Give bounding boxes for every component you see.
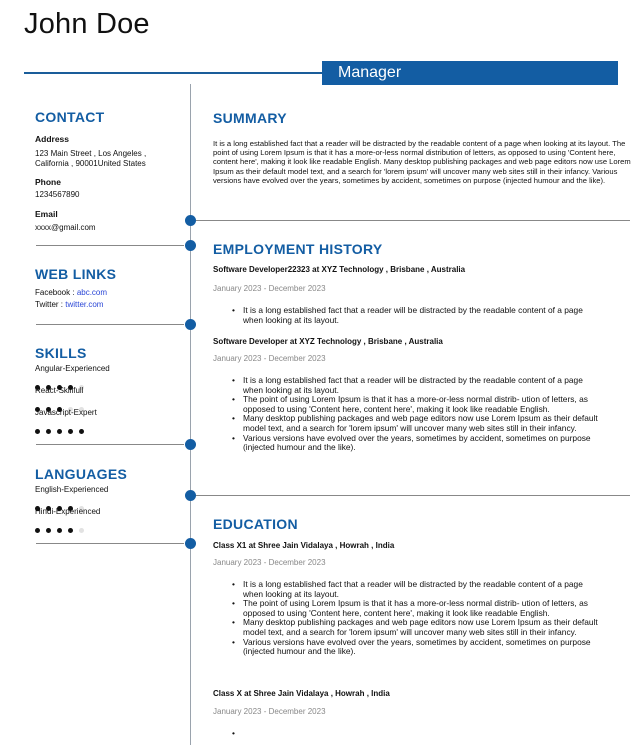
education-heading: EDUCATION — [213, 516, 298, 532]
job-bullets — [232, 306, 598, 325]
rating-dot — [46, 429, 51, 434]
rating-dot — [79, 429, 84, 434]
rating-dot — [57, 528, 62, 533]
education-title: Class X1 at Shree Jain Vidalaya , Howrah , India — [213, 541, 395, 550]
skill-rating — [35, 399, 90, 407]
address-line-1: 123 Main Street , Los Angeles , — [35, 149, 147, 158]
rating-dot — [46, 528, 51, 533]
skill-label: React-Skillfull — [35, 386, 84, 395]
summary-text: It is a long established fact that a reader will be distracted by the readable content of a page when looking at its layout. The point of using Lorem Ipsum is that it has a more-or-less normal distribution of letters, as opposed to using 'Content here, content here', making it look like readable English. Many desktop publishing packages and web page editors now use Lorem Ipsum as their default model text, and a search for 'lorem ipsum' will uncover many web sites still in their infancy. Various versions have evolved over the years, sometimes by accident, sometimes on purpose (injected humour and the like). — [213, 139, 631, 185]
job-title: Software Developer22323 at XYZ Technology , Brisbane , Australia — [213, 265, 466, 274]
employment-heading: EMPLOYMENT HISTORY — [213, 241, 383, 257]
bullet-item: • Many desktop publishing packages and web page editors now use Lorem Ipsum as their default model text, and a search for 'lorem ipsum' will uncover many web sites still in their infancy. — [232, 618, 598, 637]
divider — [196, 495, 630, 496]
email-value: xxxx@gmail.com — [35, 223, 96, 232]
web-link-url[interactable]: abc.com — [76, 288, 108, 297]
language-label: Hindi-Experienced — [35, 507, 101, 516]
skill-rating — [35, 377, 90, 385]
divider — [36, 444, 184, 445]
job-date: January 2023 - December 2023 — [213, 284, 326, 293]
divider — [196, 220, 630, 221]
web-links-heading: WEB LINKS — [35, 266, 117, 282]
skill-label: Angular-Experienced — [35, 364, 110, 373]
job-title: Software Developer at XYZ Technology , Brisbane , Australia — [213, 337, 443, 346]
web-link-separator: : — [70, 288, 77, 297]
timeline-dot — [185, 439, 196, 450]
timeline-dot — [185, 319, 196, 330]
rating-dot — [79, 528, 84, 533]
address-label: Address — [35, 134, 70, 144]
web-link-label: Twitter — [35, 300, 59, 309]
summary-heading: SUMMARY — [213, 110, 287, 126]
language-rating — [35, 520, 90, 528]
rating-dot — [68, 429, 73, 434]
contact-heading: CONTACT — [35, 109, 105, 125]
role-title: Manager — [338, 64, 402, 81]
bullet-item: • Various versions have evolved over the years, sometimes by accident, sometimes on purpose (injected humour and the like). — [232, 434, 598, 453]
timeline-dot — [185, 538, 196, 549]
web-link-twitter — [35, 299, 185, 310]
bullet-item: • The point of using Lorem Ipsum is that it has a more-or-less normal distrib- ution of letters, as opposed to using 'Content here, content here', making it look like readable English. — [232, 395, 598, 414]
phone-value: 1234567890 — [35, 190, 80, 199]
education-date: January 2023 - December 2023 — [213, 558, 326, 567]
bullet-item: • It is a long established fact that a reader will be distracted by the readable content of a page when looking at its layout. — [232, 580, 598, 599]
timeline-dot — [185, 215, 196, 226]
bullet-item: • Many desktop publishing packages and web page editors now use Lorem Ipsum as their default model text, and a search for 'lorem ipsum' will uncover many web sites still in their infancy. — [232, 414, 598, 433]
divider — [36, 543, 184, 544]
bullet-item: • It is a long established fact that a reader will be distracted by the readable content of a page when looking at its layout. — [232, 306, 598, 325]
bullet-item: • It is a long established fact that a reader will be distracted by the readable content of a page when looking at its layout. — [232, 376, 598, 395]
address-line-2: California , 90001United States — [35, 159, 146, 168]
rating-dot — [35, 429, 40, 434]
bullet-item: • Various versions have evolved over the years, sometimes by accident, sometimes on purpose (injected humour and the like). — [232, 638, 598, 657]
skills-heading: SKILLS — [35, 345, 87, 361]
web-link-label: Facebook — [35, 288, 71, 297]
timeline-line — [190, 84, 191, 745]
skill-rating — [35, 421, 90, 429]
divider — [36, 324, 184, 325]
resume-name: John Doe — [24, 8, 150, 40]
rating-dot — [35, 528, 40, 533]
skill-label: Javascript-Expert — [35, 408, 97, 417]
role-banner — [322, 61, 618, 85]
job-date: January 2023 - December 2023 — [213, 354, 326, 363]
language-label: English-Experienced — [35, 485, 109, 494]
education-bullets — [232, 580, 598, 657]
email-label: Email — [35, 209, 58, 219]
bullet-item: • The point of using Lorem Ipsum is that it has a more-or-less normal distrib- ution of letters, as opposed to using 'Content here, content here', making it look like readable English. — [232, 599, 598, 618]
languages-heading: LANGUAGES — [35, 466, 128, 482]
job-bullets — [232, 376, 598, 453]
rating-dot — [68, 528, 73, 533]
header-rule — [24, 72, 324, 74]
timeline-dot — [185, 240, 196, 251]
rating-dot — [57, 429, 62, 434]
divider — [36, 245, 184, 246]
education-date: January 2023 - December 2023 — [213, 707, 326, 716]
web-link-separator: : — [58, 300, 66, 309]
language-rating — [35, 498, 90, 506]
education-title: Class X at Shree Jain Vidalaya , Howrah , India — [213, 689, 390, 698]
web-link-url[interactable]: twitter.com — [65, 300, 104, 309]
timeline-dot — [185, 490, 196, 501]
web-link-facebook — [35, 287, 185, 298]
phone-label: Phone — [35, 177, 61, 187]
